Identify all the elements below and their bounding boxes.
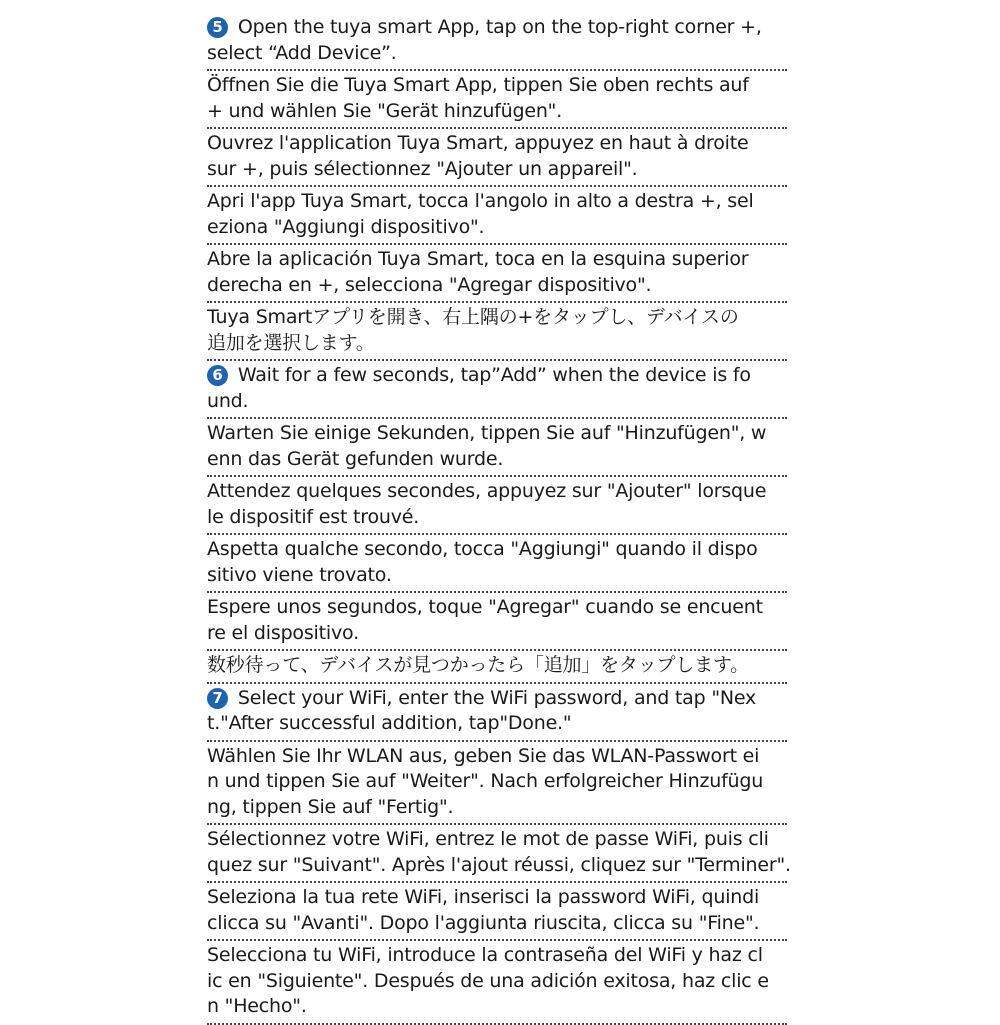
translation-block — [207, 825, 791, 883]
line-text: Wait for a few seconds, tap”Add” when the device is fo — [232, 364, 751, 386]
text-line — [207, 421, 787, 447]
line-text: n "Hecho". — [207, 995, 307, 1017]
translation-block — [207, 593, 787, 651]
text-line — [207, 969, 787, 995]
line-text: Ouvrez l'application Tuya Smart, appuyez en haut à droite — [207, 132, 749, 154]
line-text: Espere unos segundos, toque "Agregar" cuando se encuent — [207, 596, 763, 618]
step-number-badge: 5 — [207, 17, 228, 38]
text-line — [207, 595, 787, 621]
line-text: t."After successful addition, tap"Done." — [207, 712, 572, 734]
text-line — [207, 479, 787, 505]
line-text: Warten Sie einige Sekunden, tippen Sie auf "Hinzufügen", w — [207, 422, 767, 444]
translation-block — [207, 187, 787, 245]
step-block — [207, 361, 787, 419]
line-text: select “Add Device”. — [207, 41, 397, 64]
line-text: Select your WiFi, enter the WiFi password, and tap "Nex — [232, 686, 757, 709]
text-line — [207, 363, 787, 389]
line-text: derecha en +, selecciona "Agregar dispositivo". — [207, 273, 652, 296]
text-line — [207, 215, 787, 241]
text-line — [207, 769, 787, 795]
text-line — [207, 273, 787, 299]
text-line — [207, 795, 787, 821]
step-block — [207, 13, 787, 71]
text-line — [207, 15, 787, 41]
translation-block — [207, 129, 787, 187]
line-text: Wählen Sie Ihr WLAN aus, geben Sie das WLAN-Passwort ei — [207, 744, 760, 767]
line-text: Sélectionnez votre WiFi, entrez le mot de passe WiFi, puis cli — [207, 828, 769, 850]
line-text: ng, tippen Sie auf "Fertig". — [207, 795, 454, 818]
line-text: sitivo viene trovato. — [207, 563, 392, 586]
line-text: Open the tuya smart App, tap on the top-right corner +, — [232, 16, 762, 38]
translation-block — [207, 651, 787, 684]
translation-block — [207, 477, 787, 535]
text-line — [207, 505, 787, 531]
translation-block — [207, 303, 787, 361]
text-line — [207, 537, 787, 563]
text-line — [207, 447, 787, 473]
text-line — [207, 157, 787, 183]
text-line — [207, 711, 787, 737]
text-line — [207, 686, 787, 712]
text-line — [207, 73, 787, 99]
translation-block — [207, 245, 787, 303]
text-line — [207, 247, 787, 273]
line-text: clicca su "Avanti". Dopo l'aggiunta riuscita, clicca su "Fine". — [207, 911, 760, 934]
text-line — [207, 331, 787, 357]
text-line — [207, 131, 787, 157]
line-text: eziona "Aggiungi dispositivo". — [207, 215, 485, 238]
text-line — [207, 99, 787, 125]
line-text: sur +, puis sélectionnez "Ajouter un appareil". — [207, 157, 638, 180]
line-text: + und wählen Sie "Gerät hinzufügen". — [207, 99, 563, 122]
text-line — [207, 943, 787, 969]
text-line — [207, 621, 787, 647]
step-number-badge: 7 — [207, 688, 228, 709]
translation-block — [207, 883, 787, 941]
translation-block — [207, 71, 787, 129]
text-line — [207, 563, 787, 589]
translation-block — [207, 941, 787, 1025]
line-text: Selecciona tu WiFi, introduce la contraseña del WiFi y haz cl — [207, 944, 763, 966]
line-text: Aspetta qualche secondo, tocca "Aggiungi" quando il dispo — [207, 538, 758, 560]
translation-block — [207, 419, 787, 477]
step-block — [207, 684, 787, 742]
text-line — [207, 744, 787, 770]
line-text: 数秒待って、デバイスが見つかったら「追加」をタップします。 — [207, 654, 749, 676]
line-text: und. — [207, 389, 249, 412]
step-number-badge: 6 — [207, 365, 228, 386]
translation-block — [207, 742, 787, 826]
line-text: quez sur "Suivant". Après l'ajout réussi, cliquez sur "Terminer". — [207, 853, 791, 876]
line-text: n und tippen Sie auf "Weiter". Nach erfolgreicher Hinzufügu — [207, 770, 764, 792]
line-text: ic en "Siguiente". Después de una adición exitosa, haz clic e — [207, 969, 769, 992]
line-text: re el dispositivo. — [207, 621, 359, 644]
line-text: enn das Gerät gefunden wurde. — [207, 447, 504, 470]
text-line — [207, 389, 787, 415]
line-text: Attendez quelques secondes, appuyez sur "Ajouter" lorsque — [207, 480, 767, 502]
translation-block — [207, 535, 787, 593]
text-line — [207, 911, 787, 937]
line-text: Apri l'app Tuya Smart, tocca l'angolo in alto a destra +, sel — [207, 190, 754, 212]
text-line — [207, 885, 787, 911]
line-text: le dispositif est trouvé. — [207, 505, 420, 528]
text-line — [207, 653, 787, 679]
text-line — [207, 41, 787, 67]
line-text: Abre la aplicación Tuya Smart, toca en la esquina superior — [207, 248, 749, 270]
line-text: Tuya Smartアプリを開き、右上隅の+をタップし、デバイスの — [207, 306, 739, 328]
text-line — [207, 827, 787, 853]
text-line — [207, 853, 791, 879]
instruction-document — [207, 13, 791, 1025]
line-text: Öffnen Sie die Tuya Smart App, tippen Sie oben rechts auf — [207, 74, 749, 96]
text-line — [207, 189, 787, 215]
text-line — [207, 305, 787, 331]
line-text: Seleziona la tua rete WiFi, inserisci la password WiFi, quindi — [207, 886, 760, 908]
line-text: 追加を選択します。 — [207, 331, 375, 354]
text-line — [207, 994, 787, 1020]
